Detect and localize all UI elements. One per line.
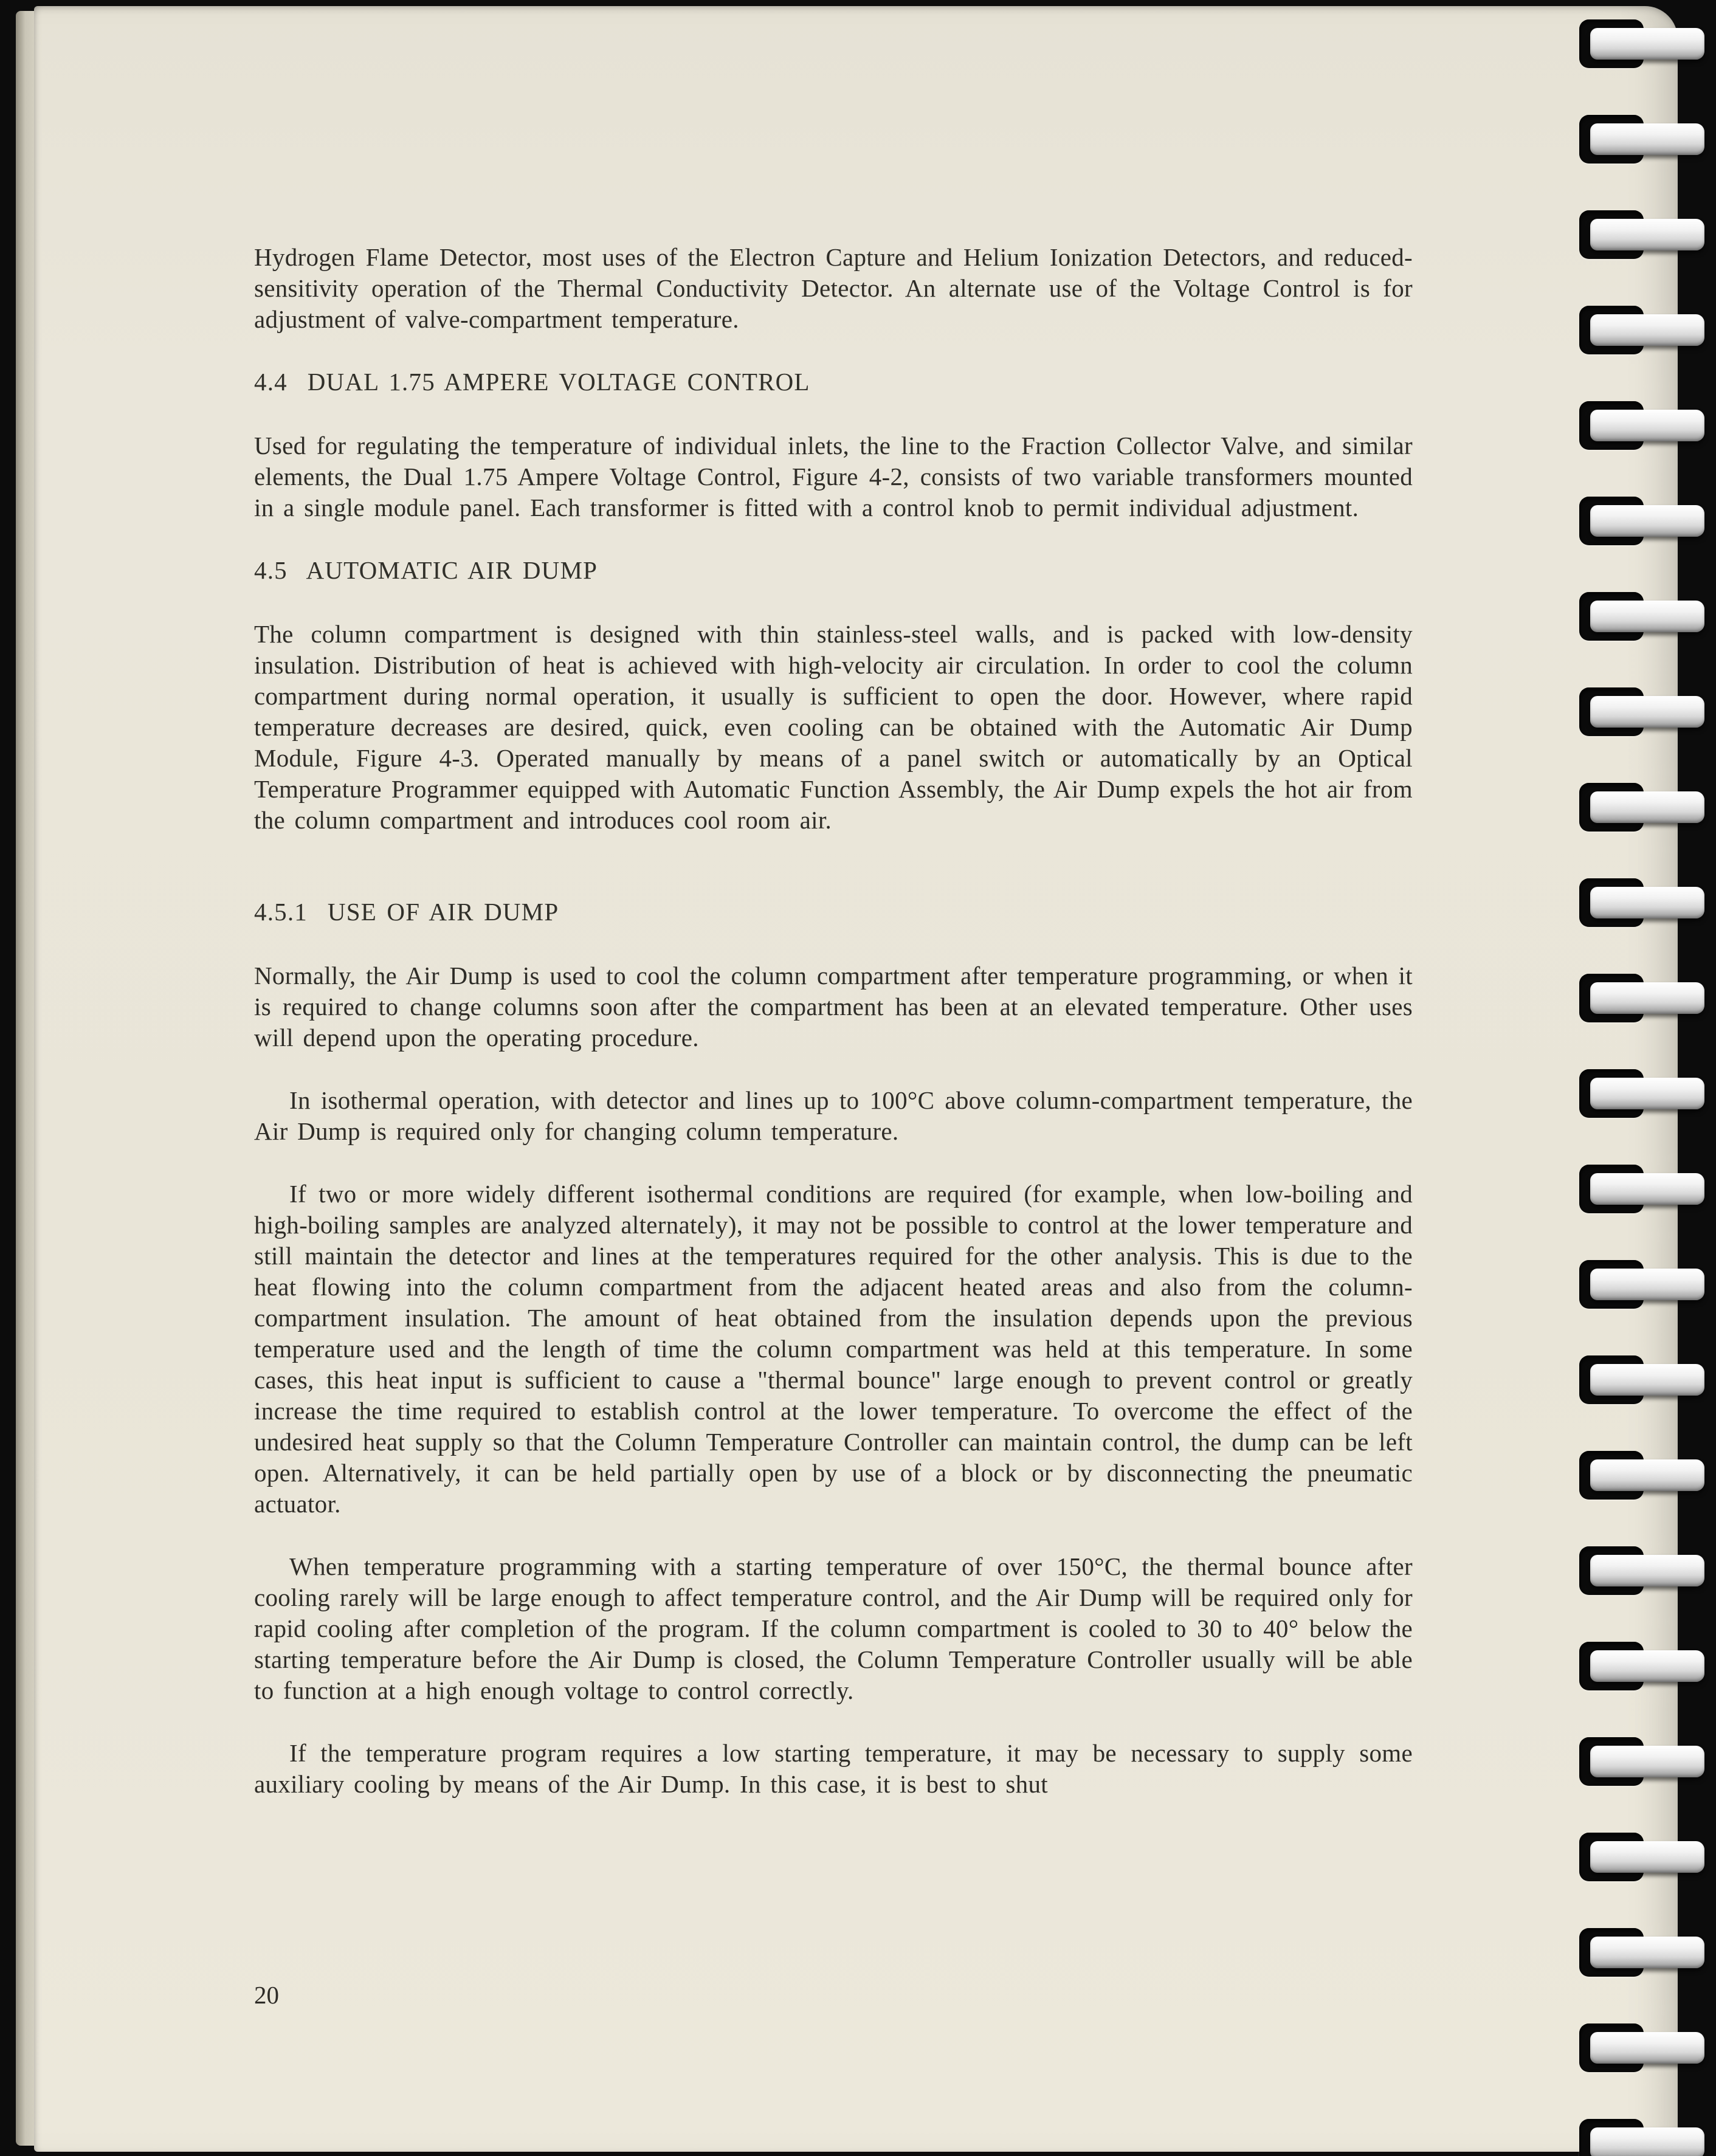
section-heading-4-5: 4.5 AUTOMATIC AIR DUMP — [254, 556, 598, 584]
body-paragraph-air-dump: The column compartment is designed with thin stainless-steel walls, and is packed with low-density insulation. Distribution of heat is achieved with high-velocity air circulation. In order to cool the column compartment during normal operation, it usually is sufficient to open the door. However, where rapid temperature decreases are desired, quick, even cooling can be obtained with the Automatic Air Dump Module, Figure 4-3. Operated manually by means of a panel switch or automatically by an Optical Temperature Programmer equipped with Automatic Function Assembly, the Air Dump expels the hot air from the column compartment and introduces cool room air. — [254, 620, 1422, 834]
body-paragraph-low-starting-temperature: If the temperature program requires a low starting temperature, it may be necessary to supply some auxiliary cooling by means of the Air Dump. In this case, it is best to shut — [254, 1739, 1422, 1798]
section-heading-4-5-1: 4.5.1 USE OF AIR DUMP — [254, 898, 559, 926]
body-paragraph-temperature-programming: When temperature programming with a starting temperature of over 150°C, the thermal bounce after cooling rarely will be large enough to affect temperature control, and the Air Dump will be required only for rapid cooling after completion of the program. If the column compartment is cooled to 30 to 40° below the starting temperature before the Air Dump is closed, the Column Temperature Controller usually will be able to function at a high enough voltage to control correctly. — [254, 1552, 1422, 1704]
body-paragraph-continuation: Hydrogen Flame Detector, most uses of the Electron Capture and Helium Ionization Detectors, and reduced-sensitivity operation of the Thermal Conductivity Detector. An alternate use of the Voltage Control is for adjustment of valve-compartment temperature. — [254, 243, 1422, 333]
body-paragraph-isothermal: In isothermal operation, with detector and lines up to 100°C above column-compartment temperature, the Air Dump is required only for changing column temperature. — [254, 1086, 1421, 1145]
body-paragraph-voltage-control: Used for regulating the temperature of individual inlets, the line to the Fraction Collector Valve, and similar elements, the Dual 1.75 Ampere Voltage Control, Figure 4-2, consists of two variable transformers mounted in a single module panel. Each transformer is fitted with a control knob to permit individual adjustment. — [254, 432, 1422, 522]
page-number: 20 — [254, 1981, 279, 2009]
section-heading-4-4: 4.4 DUAL 1.75 AMPERE VOLTAGE CONTROL — [254, 368, 810, 396]
manual-page — [34, 6, 1678, 2152]
body-paragraph-thermal-bounce: If two or more widely different isothermal conditions are required (for example, when low-boiling and high-boiling samples are analyzed alternately), it may not be possible to control at the lower temperature and still maintain the detector and lines at the temperatures required for the other analysis. This is due to the heat flowing into the column compartment from the adjacent heated areas and also from the column-compartment insulation. The amount of heat obtained from the insulation depends upon the previous temperature used and the length of time the column compartment was held at this temperature. In some cases, this heat input is sufficient to cause a "thermal bounce" large enough to prevent control or greatly increase the time required to establish control at the lower temperature. To overcome the effect of the undesired heat supply so that the Column Temperature Controller can maintain control, the dump can be left open. Alternatively, it can be held partially open by use of a block or by disconnecting the pneumatic actuator. — [254, 1180, 1422, 1518]
page-body-text — [254, 242, 1422, 1831]
body-paragraph-use-of-air-dump: Normally, the Air Dump is used to cool the column compartment after temperature programming, or when it is required to change columns soon after the compartment has been at an elevated temperature. Other uses will depend upon the operating procedure. — [254, 962, 1422, 1052]
